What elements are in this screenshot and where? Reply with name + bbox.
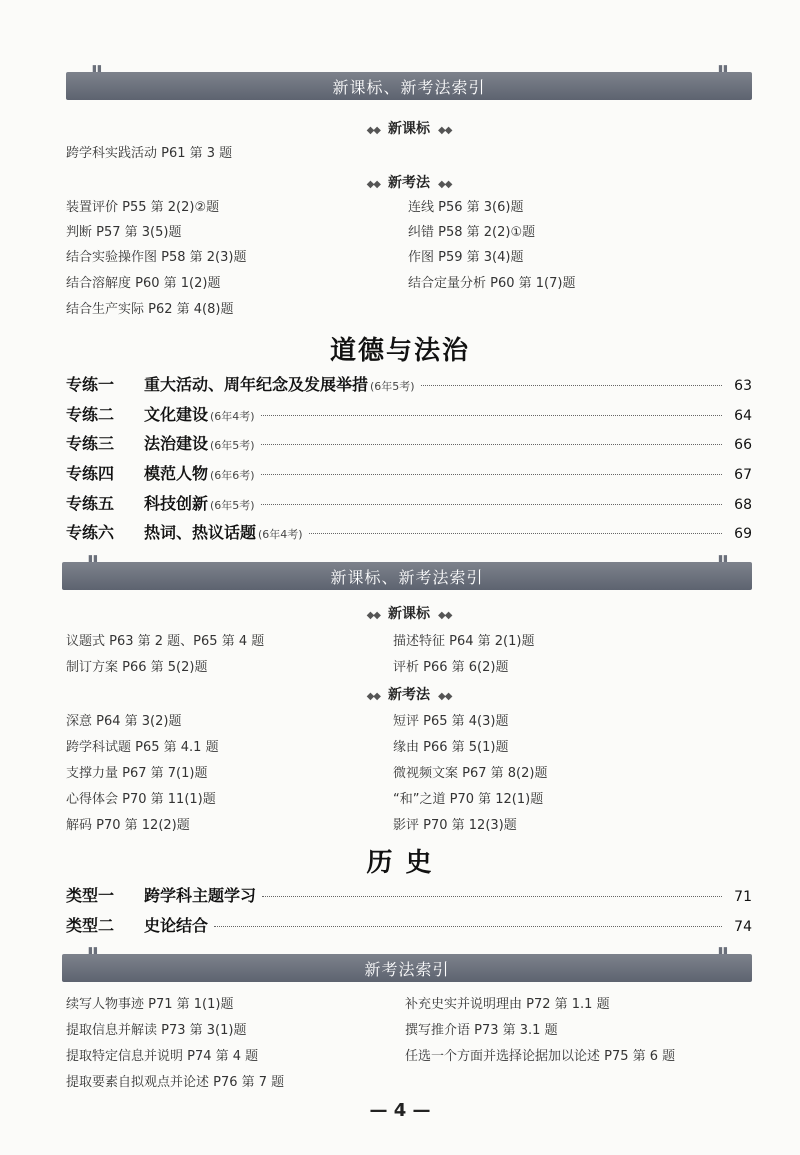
subhead-xkf-chem	[66, 172, 752, 192]
toc-label: 专练一	[66, 375, 115, 394]
leader-dots	[262, 896, 722, 897]
toc-note: (6年5考)	[210, 499, 255, 512]
list-item: 制订方案 P66 第 5(2)题	[66, 660, 208, 675]
subhead-label: 新考法	[388, 175, 430, 191]
diamond-icon: ◆◆	[438, 179, 452, 190]
toc-row[interactable]	[66, 520, 752, 546]
leader-dots	[261, 444, 722, 445]
leader-dots	[261, 504, 722, 505]
toc-page: 68	[734, 497, 752, 513]
diamond-icon: ◆◆	[366, 125, 380, 136]
list-item: 续写人物事迹 P71 第 1(1)题	[66, 997, 234, 1012]
list-item: 装置评价 P55 第 2(2)②题	[66, 200, 220, 215]
leader-dots	[261, 415, 722, 416]
leader-dots	[309, 533, 722, 534]
subhead-xkb-moral	[66, 603, 752, 623]
toc-label: 类型二	[66, 916, 115, 935]
toc-title: 重大活动、周年纪念及发展举措	[144, 375, 369, 394]
toc-note: (6年4考)	[210, 410, 255, 423]
list-item: 影评 P70 第 12(3)题	[393, 818, 517, 833]
list-item: 缘由 P66 第 5(1)题	[393, 740, 509, 755]
list-item: 描述特征 P64 第 2(1)题	[393, 634, 535, 649]
list-item: 短评 P65 第 4(3)题	[393, 714, 509, 729]
toc-note: (6年5考)	[370, 380, 415, 393]
toc-page: 67	[734, 467, 752, 483]
toc-row[interactable]	[66, 883, 752, 909]
toc-title: 模范人物	[144, 464, 209, 483]
list-item: 任选一个方面并选择论据加以论述 P75 第 6 题	[405, 1049, 676, 1064]
list-item: 提取要素自拟观点并论述 P76 第 7 题	[66, 1075, 285, 1090]
list-item: 提取信息并解读 P73 第 3(1)题	[66, 1023, 247, 1038]
banner-tick: ▮▮	[718, 64, 728, 74]
index-banner-moral	[62, 554, 752, 590]
section-title-moral: 道德与法治	[329, 336, 470, 366]
list-item: 微视频文案 P67 第 8(2)题	[393, 766, 548, 781]
list-item: 心得体会 P70 第 11(1)题	[66, 792, 216, 807]
subhead-label: 新课标	[388, 121, 430, 137]
leader-dots	[421, 385, 722, 386]
list-item: 跨学科实践活动 P61 第 3 题	[66, 146, 233, 161]
toc-row[interactable]	[66, 491, 752, 517]
list-item: 作图 P59 第 3(4)题	[408, 250, 524, 265]
toc-note: (6年5考)	[210, 439, 255, 452]
toc-title: 科技创新	[144, 494, 209, 513]
list-item: 补充史实并说明理由 P72 第 1.1 题	[405, 997, 610, 1012]
banner-tick: ▮▮	[718, 946, 728, 956]
diamond-icon: ◆◆	[438, 125, 452, 136]
toc-title: 热词、热议话题	[144, 523, 257, 542]
diamond-icon: ◆◆	[366, 610, 380, 621]
toc-row[interactable]	[66, 372, 752, 398]
leader-dots	[261, 474, 722, 475]
section-title-history: 历 史	[366, 848, 434, 878]
diamond-icon: ◆◆	[366, 179, 380, 190]
list-item: 解码 P70 第 12(2)题	[66, 818, 190, 833]
banner-title: 新课标、新考法索引	[330, 567, 484, 587]
subhead-xkb-chem	[66, 118, 752, 138]
list-item: 评析 P66 第 6(2)题	[393, 660, 509, 675]
list-item: 连线 P56 第 3(6)题	[408, 200, 524, 215]
list-item: “和”之道 P70 第 12(1)题	[393, 792, 544, 807]
toc-page: 74	[734, 919, 752, 935]
subhead-label: 新考法	[388, 687, 430, 703]
list-item: 议题式 P63 第 2 题、P65 第 4 题	[66, 634, 265, 649]
page-number: — 4 —	[369, 1100, 431, 1121]
toc-title: 史论结合	[144, 916, 209, 935]
banner-title: 新课标、新考法索引	[332, 77, 486, 97]
banner-title: 新考法索引	[364, 959, 450, 979]
diamond-icon: ◆◆	[438, 610, 452, 621]
toc-row[interactable]	[66, 402, 752, 428]
diamond-icon: ◆◆	[438, 691, 452, 702]
diamond-icon: ◆◆	[366, 691, 380, 702]
toc-page: 69	[734, 526, 752, 542]
list-item: 提取特定信息并说明 P74 第 4 题	[66, 1049, 259, 1064]
list-item: 结合生产实际 P62 第 4(8)题	[66, 302, 234, 317]
leader-dots	[214, 926, 722, 927]
toc-label: 专练四	[66, 464, 115, 483]
subhead-label: 新课标	[388, 606, 430, 622]
toc-row[interactable]	[66, 913, 752, 939]
toc-title: 文化建设	[144, 405, 209, 424]
list-item: 判断 P57 第 3(5)题	[66, 225, 182, 240]
list-item: 撰写推介语 P73 第 3.1 题	[405, 1023, 558, 1038]
toc-page: 66	[734, 437, 752, 453]
list-item: 结合溶解度 P60 第 1(2)题	[66, 276, 221, 291]
toc-row[interactable]	[66, 461, 752, 487]
toc-label: 专练五	[66, 494, 115, 513]
banner-tick: ▮▮	[718, 554, 728, 564]
list-item: 结合定量分析 P60 第 1(7)题	[408, 276, 576, 291]
toc-title: 法治建设	[144, 434, 209, 453]
toc-label: 专练六	[66, 523, 115, 542]
toc-page: 71	[734, 889, 752, 905]
banner-tick: ▮▮	[88, 946, 98, 956]
toc-note: (6年6考)	[210, 469, 255, 482]
list-item: 深意 P64 第 3(2)题	[66, 714, 182, 729]
toc-title: 跨学科主题学习	[144, 886, 257, 905]
toc-row[interactable]	[66, 431, 752, 457]
index-banner-history	[62, 946, 752, 982]
toc-note: (6年4考)	[258, 528, 303, 541]
list-item: 结合实验操作图 P58 第 2(3)题	[66, 250, 247, 265]
toc-label: 类型一	[66, 886, 115, 905]
toc-page: 63	[734, 378, 752, 394]
list-item: 跨学科试题 P65 第 4.1 题	[66, 740, 219, 755]
toc-label: 专练二	[66, 405, 115, 424]
toc-label: 专练三	[66, 434, 115, 453]
list-item: 纠错 P58 第 2(2)①题	[408, 225, 536, 240]
banner-tick: ▮▮	[88, 554, 98, 564]
subhead-xkf-moral	[66, 684, 752, 704]
index-banner-chem	[66, 64, 752, 100]
banner-tick: ▮▮	[92, 64, 102, 74]
list-item: 支撑力量 P67 第 7(1)题	[66, 766, 208, 781]
toc-page: 64	[734, 408, 752, 424]
